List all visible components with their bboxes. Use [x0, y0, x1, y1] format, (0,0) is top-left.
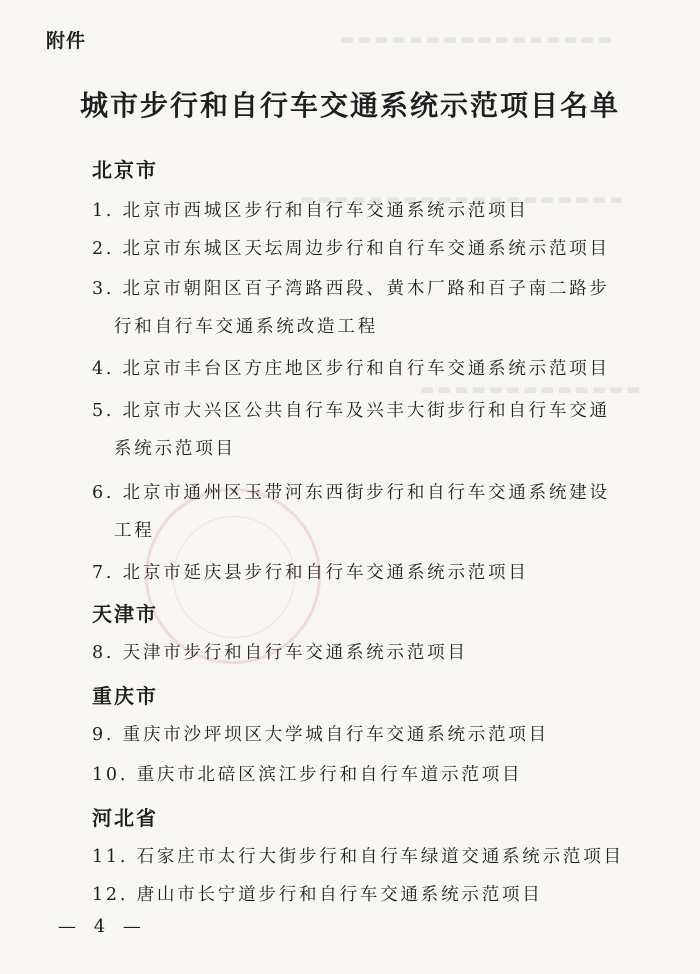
attachment-label: 附件	[46, 30, 87, 52]
section-heading-hebei: 河北省	[92, 806, 158, 830]
section-heading-chongqing: 重庆市	[92, 684, 158, 708]
list-item: 7. 北京市延庆县步行和自行车交通系统示范项目	[92, 563, 529, 583]
list-item: 6. 北京市通州区玉带河东西街步行和自行车交通系统建设 工程	[92, 483, 610, 541]
list-item: 5. 北京市大兴区公共自行车及兴丰大街步行和自行车交通 系统示范项目	[92, 401, 610, 459]
list-item: 3. 北京市朝阳区百子湾路西段、黄木厂路和百子南二路步 行和自行车交通系统改造工程	[92, 279, 610, 337]
list-item: 9. 重庆市沙坪坝区大学城自行车交通系统示范项目	[92, 725, 549, 745]
section-heading-beijing: 北京市	[92, 158, 158, 182]
list-item: 10. 重庆市北碚区滨江步行和自行车道示范项目	[92, 765, 523, 785]
list-item: 11. 石家庄市太行大街步行和自行车绿道交通系统示范项目	[92, 847, 624, 867]
show-through-text: ▬▬▬▬▬▬▬▬▬▬▬▬▬▬▬▬▬▬▬	[300, 190, 627, 208]
section-heading-tianjin: 天津市	[92, 602, 158, 626]
list-item: 1. 北京市西城区步行和自行车交通系统示范项目	[92, 201, 529, 221]
list-item: 2. 北京市东城区天坛周边步行和自行车交通系统示范项目	[92, 239, 610, 259]
list-item: 12. 唐山市长宁道步行和自行车交通系统示范项目	[92, 885, 543, 905]
list-item: 8. 天津市步行和自行车交通系统示范项目	[92, 643, 468, 663]
list-item: 4. 北京市丰台区方庄地区步行和自行车交通系统示范项目	[92, 359, 610, 379]
document-title: 城市步行和自行车交通系统示范项目名单	[79, 89, 620, 122]
show-through-text: ▬▬▬▬▬▬▬▬▬▬▬▬▬	[420, 380, 644, 398]
page-number: — 4 —	[58, 916, 147, 937]
show-through-text: ▬▬▬▬▬▬▬▬▬▬▬▬▬▬▬▬	[340, 30, 615, 48]
